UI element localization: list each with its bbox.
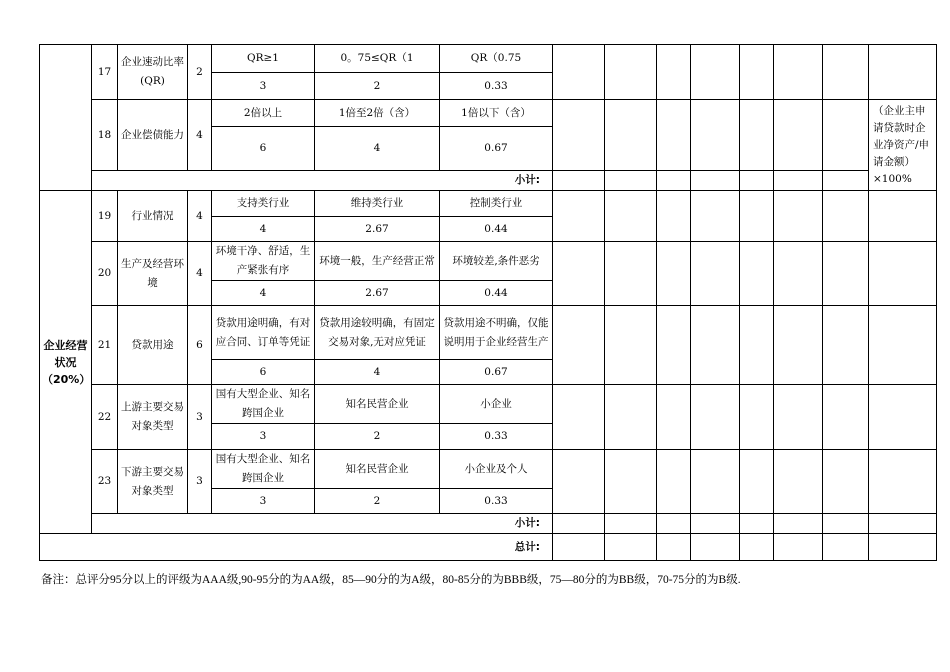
score-3: 0.33 xyxy=(440,489,553,514)
remark-cell xyxy=(869,45,937,100)
criteria-2: 维持类行业 xyxy=(315,191,440,217)
score-cell xyxy=(823,306,869,385)
item-no: 17 xyxy=(92,45,118,100)
item-name: 企业偿债能力 xyxy=(118,100,188,171)
score-cell xyxy=(823,450,869,514)
score-cell xyxy=(691,450,740,514)
score-cell xyxy=(691,514,740,534)
score-1: 6 xyxy=(212,360,315,385)
score-cell xyxy=(823,514,869,534)
score-cell xyxy=(553,171,605,191)
criteria-1: 贷款用途明确，有对应合同、订单等凭证 xyxy=(212,306,315,360)
score-cell xyxy=(657,385,691,450)
score-cell xyxy=(691,534,740,561)
criteria-3: 控制类行业 xyxy=(440,191,553,217)
score-cell xyxy=(657,242,691,306)
score-cell xyxy=(605,306,657,385)
remark-cell xyxy=(869,306,937,385)
item-weight: 3 xyxy=(188,450,212,514)
remark-cell xyxy=(869,385,937,450)
score-cell xyxy=(553,242,605,306)
score-cell xyxy=(657,514,691,534)
score-cell xyxy=(774,514,823,534)
score-3: 0.33 xyxy=(440,424,553,450)
score-3: 0.44 xyxy=(440,281,553,306)
remark-cell xyxy=(869,450,937,514)
remark-cell xyxy=(869,534,937,561)
item-no: 20 xyxy=(92,242,118,306)
score-cell xyxy=(774,385,823,450)
score-cell xyxy=(740,45,774,100)
score-cell xyxy=(774,45,823,100)
score-2: 4 xyxy=(315,127,440,171)
score-1: 6 xyxy=(212,127,315,171)
item-weight: 4 xyxy=(188,100,212,171)
item-no: 23 xyxy=(92,450,118,514)
score-cell xyxy=(740,100,774,171)
score-cell xyxy=(691,242,740,306)
remark-cell xyxy=(869,242,937,306)
score-cell xyxy=(823,534,869,561)
criteria-2: 知名民营企业 xyxy=(315,450,440,489)
score-cell xyxy=(657,191,691,242)
item-name: 企业速动比率(QR) xyxy=(118,45,188,100)
criteria-3: 环境较差,条件恶劣 xyxy=(440,242,553,281)
score-cell xyxy=(740,534,774,561)
item-no: 21 xyxy=(92,306,118,385)
subtotal-label: 小计: xyxy=(92,514,553,534)
score-cell xyxy=(657,171,691,191)
score-cell xyxy=(605,450,657,514)
score-1: 3 xyxy=(212,73,315,100)
score-cell xyxy=(657,100,691,171)
score-cell xyxy=(553,450,605,514)
item-weight: 4 xyxy=(188,242,212,306)
remark-cell xyxy=(869,514,937,534)
category-cell-top xyxy=(40,45,92,191)
score-cell xyxy=(691,171,740,191)
item-no: 22 xyxy=(92,385,118,450)
criteria-1: 环境干净、舒适，生产紧张有序 xyxy=(212,242,315,281)
score-cell xyxy=(823,100,869,171)
score-cell xyxy=(774,242,823,306)
score-1: 3 xyxy=(212,424,315,450)
score-cell xyxy=(553,191,605,242)
criteria-1: 2倍以上 xyxy=(212,100,315,127)
score-cell xyxy=(823,171,869,191)
score-1: 4 xyxy=(212,217,315,242)
score-2: 2.67 xyxy=(315,281,440,306)
score-cell xyxy=(605,242,657,306)
scoring-table xyxy=(39,44,937,561)
score-cell xyxy=(774,171,823,191)
score-cell xyxy=(740,450,774,514)
item-name: 贷款用途 xyxy=(118,306,188,385)
item-weight: 2 xyxy=(188,45,212,100)
item-name: 上游主要交易对象类型 xyxy=(118,385,188,450)
score-cell xyxy=(823,385,869,450)
criteria-2: 0。75≤QR（1 xyxy=(315,45,440,73)
score-cell xyxy=(605,45,657,100)
item-weight: 4 xyxy=(188,191,212,242)
score-cell xyxy=(553,100,605,171)
criteria-3: 小企业及个人 xyxy=(440,450,553,489)
score-cell xyxy=(740,242,774,306)
item-name: 行业情况 xyxy=(118,191,188,242)
criteria-2: 贷款用途较明确，有固定交易对象,无对应凭证 xyxy=(315,306,440,360)
subtotal-label: 小计: xyxy=(92,171,553,191)
score-cell xyxy=(605,534,657,561)
score-cell xyxy=(740,514,774,534)
score-2: 2 xyxy=(315,73,440,100)
criteria-1: 国有大型企业、知名跨国企业 xyxy=(212,385,315,424)
score-2: 2 xyxy=(315,489,440,514)
score-cell xyxy=(657,450,691,514)
score-cell xyxy=(605,514,657,534)
score-cell xyxy=(605,385,657,450)
criteria-3: 贷款用途不明确，仅能说明用于企业经营生产 xyxy=(440,306,553,360)
score-cell xyxy=(740,191,774,242)
score-1: 3 xyxy=(212,489,315,514)
score-cell xyxy=(553,534,605,561)
score-cell xyxy=(605,171,657,191)
score-3: 0.67 xyxy=(440,360,553,385)
score-cell xyxy=(605,191,657,242)
criteria-1: 支持类行业 xyxy=(212,191,315,217)
criteria-2: 知名民营企业 xyxy=(315,385,440,424)
score-cell xyxy=(553,514,605,534)
item-name: 生产及经营环境 xyxy=(118,242,188,306)
score-cell xyxy=(823,242,869,306)
score-cell xyxy=(657,45,691,100)
remark-cell: （企业主申请贷款时企业净资产/申请金额）×100% xyxy=(869,100,937,191)
score-3: 0.33 xyxy=(440,73,553,100)
score-cell xyxy=(740,171,774,191)
score-2: 4 xyxy=(315,360,440,385)
score-3: 0.44 xyxy=(440,217,553,242)
score-cell xyxy=(691,191,740,242)
score-cell xyxy=(691,385,740,450)
item-no: 19 xyxy=(92,191,118,242)
score-cell xyxy=(553,306,605,385)
score-cell xyxy=(774,450,823,514)
score-cell xyxy=(657,534,691,561)
criteria-3: 1倍以下（含） xyxy=(440,100,553,127)
score-cell xyxy=(657,306,691,385)
item-weight: 3 xyxy=(188,385,212,450)
score-2: 2.67 xyxy=(315,217,440,242)
score-cell xyxy=(553,45,605,100)
criteria-3: QR（0.75 xyxy=(440,45,553,73)
score-cell xyxy=(691,45,740,100)
score-cell xyxy=(774,306,823,385)
score-3: 0.67 xyxy=(440,127,553,171)
score-2: 2 xyxy=(315,424,440,450)
score-cell xyxy=(774,534,823,561)
item-weight: 6 xyxy=(188,306,212,385)
total-label: 总计: xyxy=(40,534,553,561)
score-cell xyxy=(605,100,657,171)
item-no: 18 xyxy=(92,100,118,171)
criteria-1: 国有大型企业、知名跨国企业 xyxy=(212,450,315,489)
score-cell xyxy=(823,45,869,100)
score-cell xyxy=(691,306,740,385)
criteria-1: QR≥1 xyxy=(212,45,315,73)
category-label: 企业经营状况（20%） xyxy=(40,191,92,534)
item-name: 下游主要交易对象类型 xyxy=(118,450,188,514)
criteria-3: 小企业 xyxy=(440,385,553,424)
score-cell xyxy=(691,100,740,171)
criteria-2: 环境一般，生产经营正常 xyxy=(315,242,440,281)
score-cell xyxy=(553,385,605,450)
score-1: 4 xyxy=(212,281,315,306)
score-cell xyxy=(823,191,869,242)
criteria-2: 1倍至2倍（含） xyxy=(315,100,440,127)
footnote: 备注：总评分95分以上的评级为AAA级,90-95分的为AA级，85—90分的为A级，80-85分的为BBB级，75—80分的为BB级，70-75分的为B级. xyxy=(41,574,741,586)
score-cell xyxy=(740,385,774,450)
score-cell xyxy=(774,100,823,171)
score-cell xyxy=(774,191,823,242)
remark-cell xyxy=(869,191,937,242)
score-cell xyxy=(740,306,774,385)
